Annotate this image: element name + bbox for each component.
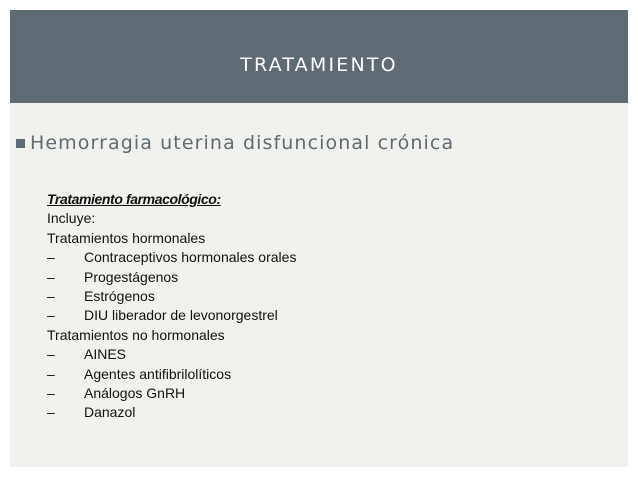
list-dash: – <box>47 346 55 363</box>
heading-bullet-row <box>16 132 454 154</box>
list-dash: – <box>47 365 55 382</box>
treatment-content <box>47 190 296 423</box>
list-dash: – <box>47 288 55 305</box>
list-item <box>47 384 296 403</box>
includes-label: Incluye: <box>47 210 96 227</box>
list-item <box>47 287 296 306</box>
list-item-text: Análogos GnRH <box>84 385 186 402</box>
list-item <box>47 306 296 325</box>
list-item <box>47 365 296 384</box>
list-dash: – <box>47 249 55 266</box>
list-item-text: DIU liberador de levonorgestrel <box>84 307 278 324</box>
slide-heading: Hemorragia uterina disfuncional crónica <box>30 132 455 154</box>
slide-title: TRATAMIENTO <box>240 53 398 76</box>
list-item-text: Danazol <box>84 404 136 421</box>
list-dash: – <box>47 404 55 421</box>
slide <box>10 10 628 467</box>
non-hormonal-section-label: Tratamientos no hormonales <box>47 326 225 343</box>
list-item-text: AINES <box>84 346 127 363</box>
list-item <box>47 268 296 287</box>
list-dash: – <box>47 268 55 285</box>
list-dash: – <box>47 307 55 324</box>
hormonal-section-label: Tratamientos hormonales <box>47 229 206 246</box>
list-item-text: Contraceptivos hormonales orales <box>84 249 297 266</box>
list-dash: – <box>47 385 55 402</box>
treatment-subheading: Tratamiento farmacológico: <box>47 191 221 207</box>
list-item-text: Agentes antifibrilolíticos <box>84 365 232 382</box>
list-item-text: Progestágenos <box>84 268 179 285</box>
list-item <box>47 403 296 422</box>
list-item <box>47 248 296 267</box>
title-bar <box>10 10 628 103</box>
list-item-text: Estrógenos <box>84 288 155 305</box>
list-item <box>47 345 296 364</box>
square-bullet-icon <box>16 139 25 148</box>
